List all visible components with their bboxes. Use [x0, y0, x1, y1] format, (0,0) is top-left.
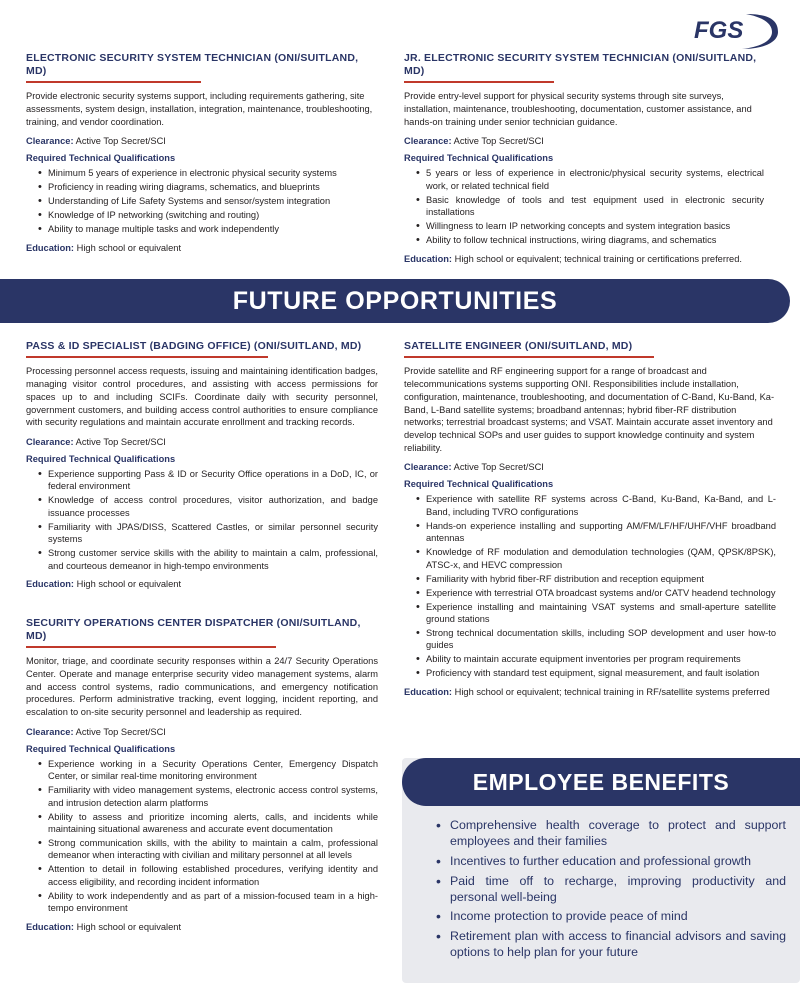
education-value: High school or equivalent — [76, 242, 182, 253]
job-title: PASS & ID SPECIALIST (BADGING OFFICE) (ONI/SUITLAND, MD) — [26, 340, 362, 352]
list-item: • Experience supporting Pass & ID or Security Office operations in a DoD, IC, or federal environment — [40, 468, 378, 493]
list-item: • Ability to maintain accurate equipment inventories per program requirements — [418, 653, 776, 665]
quals-heading: Required Technical Qualifications — [26, 453, 176, 464]
list-item: • Incentives to further education and professional growth — [440, 854, 786, 870]
quals-list — [404, 167, 764, 246]
clearance-label: Clearance: — [404, 136, 452, 147]
list-item: • Basic knowledge of tools and test equipment used in electronic security installations — [418, 194, 764, 219]
list-item: • Familiarity with hybrid fiber-RF distribution and reception equipment — [418, 573, 776, 585]
clearance-line — [26, 136, 378, 146]
education-value: High school or equivalent; technical training in RF/satellite systems preferred — [454, 686, 770, 697]
job-card-pass-and-id-specialist — [26, 340, 378, 589]
job-card-electronic-security-system-technician — [26, 52, 378, 253]
clearance-value: Active Top Secret/SCI — [453, 462, 544, 473]
clearance-value: Active Top Secret/SCI — [75, 726, 166, 737]
list-item: • Willingness to learn IP networking concepts and system integration basics — [418, 220, 764, 232]
clearance-line — [26, 437, 378, 447]
list-item: • Experience with satellite RF systems across C-Band, Ku-Band, Ka-Band, and L-Band, including TVRO configurations — [418, 493, 776, 518]
benefits-list — [424, 818, 786, 965]
clearance-label: Clearance: — [404, 462, 452, 473]
education-line — [404, 254, 764, 264]
education-value: High school or equivalent — [76, 921, 182, 932]
clearance-value: Active Top Secret/SCI — [453, 136, 544, 147]
clearance-value: Active Top Secret/SCI — [75, 436, 166, 447]
title-underline — [404, 81, 554, 84]
list-item: • Strong technical documentation skills, including SOP development and user how-to guides — [418, 627, 776, 652]
list-item: • Strong communication skills, with the ability to maintain a calm, professional demeanor when interacting with civilian and military personnel at all levels — [40, 837, 378, 862]
clearance-label: Clearance: — [26, 436, 74, 447]
list-item: • Comprehensive health coverage to protect and support employees and their families — [440, 818, 786, 850]
clearance-line — [26, 727, 378, 737]
quals-list — [26, 758, 378, 915]
list-item: • Knowledge of IP networking (switching and routing) — [40, 209, 378, 221]
list-item: • Minimum 5 years of experience in electronic physical security systems — [40, 167, 378, 179]
title-underline — [26, 646, 276, 649]
list-item: • Experience installing and maintaining VSAT systems and small-aperture satellite ground stations — [418, 601, 776, 626]
quals-list — [26, 468, 378, 572]
list-item: • Paid time off to recharge, improving productivity and personal well-being — [440, 874, 786, 906]
job-title: JR. ELECTRONIC SECURITY SYSTEM TECHNICIAN (ONI/SUITLAND, MD) — [404, 52, 757, 77]
list-item: • 5 years or less of experience in electronic/physical security systems, electrical work, or related technical field — [418, 167, 764, 192]
clearance-value: Active Top Secret/SCI — [75, 136, 166, 147]
clearance-label: Clearance: — [26, 726, 74, 737]
list-item: • Proficiency with standard test equipment, signal measurement, and fault isolation — [418, 667, 776, 679]
job-card-security-operations-center-dispatcher — [26, 617, 378, 932]
list-item: • Experience with terrestrial OTA broadcast systems and/or CATV headend technology — [418, 587, 776, 599]
list-item: • Ability to assess and prioritize incoming alerts, calls, and incidents while maintaining situational awareness and accurate event documentation — [40, 811, 378, 836]
education-line — [404, 687, 776, 697]
job-summary: Processing personnel access requests, issuing and maintaining identification badges, managing visitor control procedures, and assisting with access permissions for spaces up to and including SCIFs. Coordinate daily with security personnel, government customers, and building access control authorities to ensure compliance with security regulations and maintain accurate enrollment and tracking records. — [26, 366, 378, 428]
clearance-line — [404, 136, 764, 146]
education-line — [26, 243, 378, 253]
list-item: • Attention to detail in following established procedures, verifying identity and access eligibility, and recording incident information — [40, 863, 378, 888]
fgs-logo — [686, 8, 782, 54]
education-value: High school or equivalent; technical training or certifications preferred. — [454, 253, 742, 264]
list-item: • Familiarity with JPAS/DISS, Scattered Castles, or similar personnel security systems — [40, 521, 378, 546]
quals-heading: Required Technical Qualifications — [404, 153, 554, 164]
clearance-label: Clearance: — [26, 136, 74, 147]
education-label: Education: — [404, 253, 453, 264]
job-summary: Provide electronic security systems support, including requirements gathering, site assessments, system design, installation, integration, maintenance, troubleshooting, training, and vendor coordination. — [26, 91, 373, 127]
job-card-jr-electronic-security-system-technician — [404, 52, 764, 264]
list-item: • Strong customer service skills with the ability to maintain a calm, professional, and courteous demeanor in high-tempo environments — [40, 547, 378, 572]
banner-title: FUTURE OPPORTUNITIES — [232, 286, 558, 315]
title-underline — [26, 81, 201, 84]
clearance-line — [404, 462, 776, 472]
education-line — [26, 922, 378, 932]
list-item: • Knowledge of RF modulation and demodulation technologies (QAM, QPSK/8PSK), ATSC-x, and HEVC compression — [418, 546, 776, 571]
education-label: Education: — [404, 686, 453, 697]
job-title: SATELLITE ENGINEER (ONI/SUITLAND, MD) — [404, 340, 633, 352]
education-line — [26, 579, 378, 589]
list-item: • Understanding of Life Safety Systems and sensor/system integration — [40, 195, 378, 207]
job-card-satellite-engineer — [404, 340, 776, 697]
title-underline — [26, 356, 268, 359]
title-underline — [404, 356, 654, 359]
job-title: ELECTRONIC SECURITY SYSTEM TECHNICIAN (ONI/SUITLAND, MD) — [26, 52, 359, 77]
list-item: • Hands-on experience installing and supporting AM/FM/LF/HF/UHF/VHF broadband antennas — [418, 520, 776, 545]
list-item: • Knowledge of access control procedures, visitor authorization, and badge issuance processes — [40, 494, 378, 519]
education-label: Education: — [26, 921, 75, 932]
list-item: • Proficiency in reading wiring diagrams, schematics, and blueprints — [40, 181, 378, 193]
job-summary: Provide satellite and RF engineering support for a range of broadcast and telecommunications systems supporting ONI. Responsibilities include installation, configuration, maintenance, troubleshooting, and documentation of C-Band, Ku-Band, Ka-Band, L-Band satellite systems; broadband antennas; hybrid fiber-RF distribution networks; terrestrial broadcast systems; and VSAT. Maintain accurate asset inventory and develop technical SOPs and user guides to support knowledge continuity and system reliability. — [404, 366, 775, 453]
quals-heading: Required Technical Qualifications — [26, 743, 176, 754]
list-item: • Experience working in a Security Operations Center, Emergency Dispatch Center, or similar real-time monitoring environment — [40, 758, 378, 783]
quals-heading: Required Technical Qualifications — [404, 479, 554, 490]
quals-list — [404, 493, 776, 679]
banner-title: EMPLOYEE BENEFITS — [472, 768, 730, 795]
employee-benefits-banner — [402, 758, 800, 806]
list-item: • Retirement plan with access to financial advisors and saving options to help plan for your future — [440, 929, 786, 961]
logo-text: FGS — [694, 17, 744, 44]
future-opportunities-banner — [0, 279, 790, 323]
list-item: • Familiarity with video management systems, electronic access control systems, and intrusion detection alarm platforms — [40, 784, 378, 809]
job-summary: Monitor, triage, and coordinate security responses within a 24/7 Security Operations Center. Operate and manage enterprise security video management systems, alarm and access control systems, radio communications, and emergency notification procedures. Perform administrative tracking, event logging, incident reporting, and escalation to on-site security personnel and leadership as required. — [26, 656, 378, 718]
quals-heading: Required Technical Qualifications — [26, 153, 176, 164]
list-item: • Ability to follow technical instructions, wiring diagrams, and schematics — [418, 234, 764, 246]
quals-list — [26, 167, 378, 235]
job-summary: Provide entry-level support for physical security systems through site surveys, installation, maintenance, troubleshooting, documentation, customer assistance, and hands-on training under senior technician guidance. — [404, 91, 752, 127]
education-label: Education: — [26, 579, 75, 590]
list-item: • Ability to manage multiple tasks and work independently — [40, 223, 378, 235]
job-title: SECURITY OPERATIONS CENTER DISPATCHER (ONI/SUITLAND, MD) — [26, 617, 361, 642]
list-item: • Ability to work independently and as part of a mission-focused team in a high-tempo environment — [40, 890, 378, 915]
list-item: • Income protection to provide peace of mind — [440, 909, 786, 925]
education-value: High school or equivalent — [76, 579, 182, 590]
education-label: Education: — [26, 242, 75, 253]
